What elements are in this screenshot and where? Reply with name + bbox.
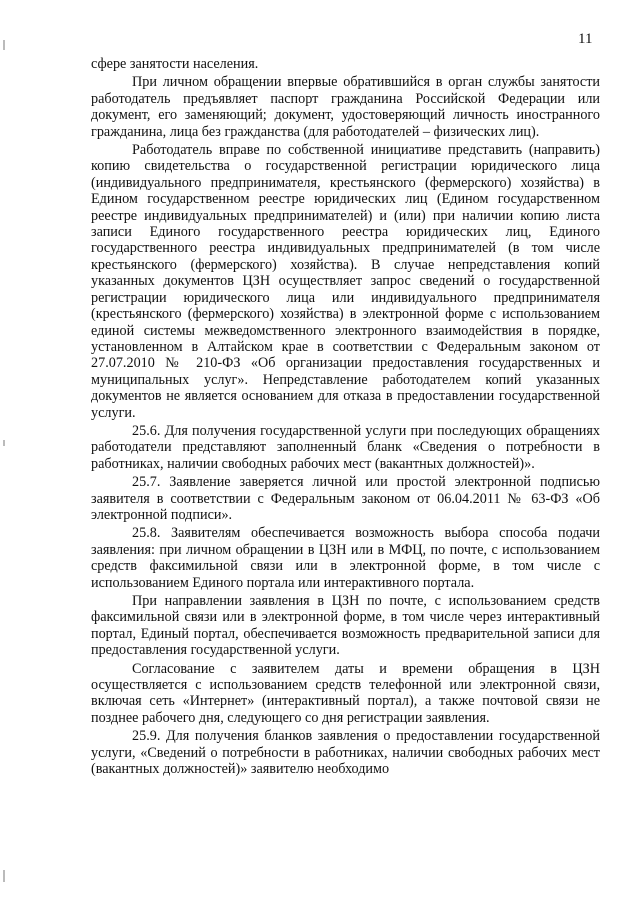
paragraph-continuation: сфере занятости населения. <box>91 56 259 72</box>
scan-edge-mark <box>3 440 5 446</box>
scan-edge-mark <box>3 40 5 50</box>
paragraph-employer-identity: При личном обращении впервые обратившийся в орган службы занятости работодатель предъявляет паспорт гражданина Российской Федерации или документ, его заменяющий; документ, удостоверяющий личность иностранного гражданина, лица без гражданства (для работодателей – физических лиц). <box>91 74 600 140</box>
paragraph-25-6: 25.6. Для получения государственной услуги при последующих обращениях работодатели представляют заполненный бланк «Сведения о потребности в работниках, наличии свободных рабочих мест (вакантных должностей)». <box>91 422 600 472</box>
paragraph-appointment-agreement: Согласование с заявителем даты и времени обращения в ЦЗН осуществляется с использованием средств телефонной или электронной связи, включая сеть «Интернет» (интерактивный портал), а также почтовой связи не позднее рабочего дня, следующего со дня регистрации заявления. <box>91 660 600 726</box>
paragraph-25-9: 25.9. Для получения бланков заявления о предоставлении государственной услуги, «Сведений о потребности в работниках, наличии свободных рабочих мест (вакантных должностей)» заявителю необходимо <box>91 728 600 778</box>
page-number: 11 <box>578 31 593 47</box>
paragraph-registration-documents: Работодатель вправе по собственной инициативе представить (направить) копию свидетельства о государственной регистрации юридического лица (индивидуального предпринимателя, крестьянского (фермерского) хозяйства) в Едином государственном реестре юридических лиц (Едином государственном реестре индивидуальных предпринимателей) и (или) при наличии копию листа записи Единого государственного реестра юридических лиц, Единого государственного реестра индивидуальных предпринимателей (в том числе крестьянского (фермерского) хозяйства). В случае непредставления копий указанных документов ЦЗН осуществляет запрос сведений о государственной регистрации юридического лица или индивидуального предпринимателя (крестьянского (фермерского) хозяйства) в электронной форме с использованием единой системы межведомственного электронного взаимодействия в порядке, установленном в Алтайском крае в соответствии с Федеральным законом от 27.07.2010 № 210-ФЗ «Об организации предоставления государственных и муниципальных услуг». Непредставление работодателем копий указанных документов не является основанием для отказа в предоставлении государственной услуги. <box>91 142 600 421</box>
paragraph-25-8: 25.8. Заявителям обеспечивается возможность выбора способа подачи заявления: при личном обращении в ЦЗН или в МФЦ, по почте, с использованием средств факсимильной связи или в электронной форме, в том числе с использованием Единого портала или интерактивного портала. <box>91 525 600 591</box>
paragraph-25-7: 25.7. Заявление заверяется личной или простой электронной подписью заявителя в соответствии с Федеральным законом от 06.04.2011 № 63-ФЗ «Об электронной подписи». <box>91 474 600 523</box>
paragraph-preliminary-registration: При направлении заявления в ЦЗН по почте, с использованием средств факсимильной связи или в электронной форме, в том числе через интерактивный портал, Единый портал, обеспечивается возможность предварительной записи для предоставления государственной услуги. <box>91 593 600 659</box>
document-body <box>91 56 600 777</box>
scan-edge-mark <box>3 870 5 882</box>
